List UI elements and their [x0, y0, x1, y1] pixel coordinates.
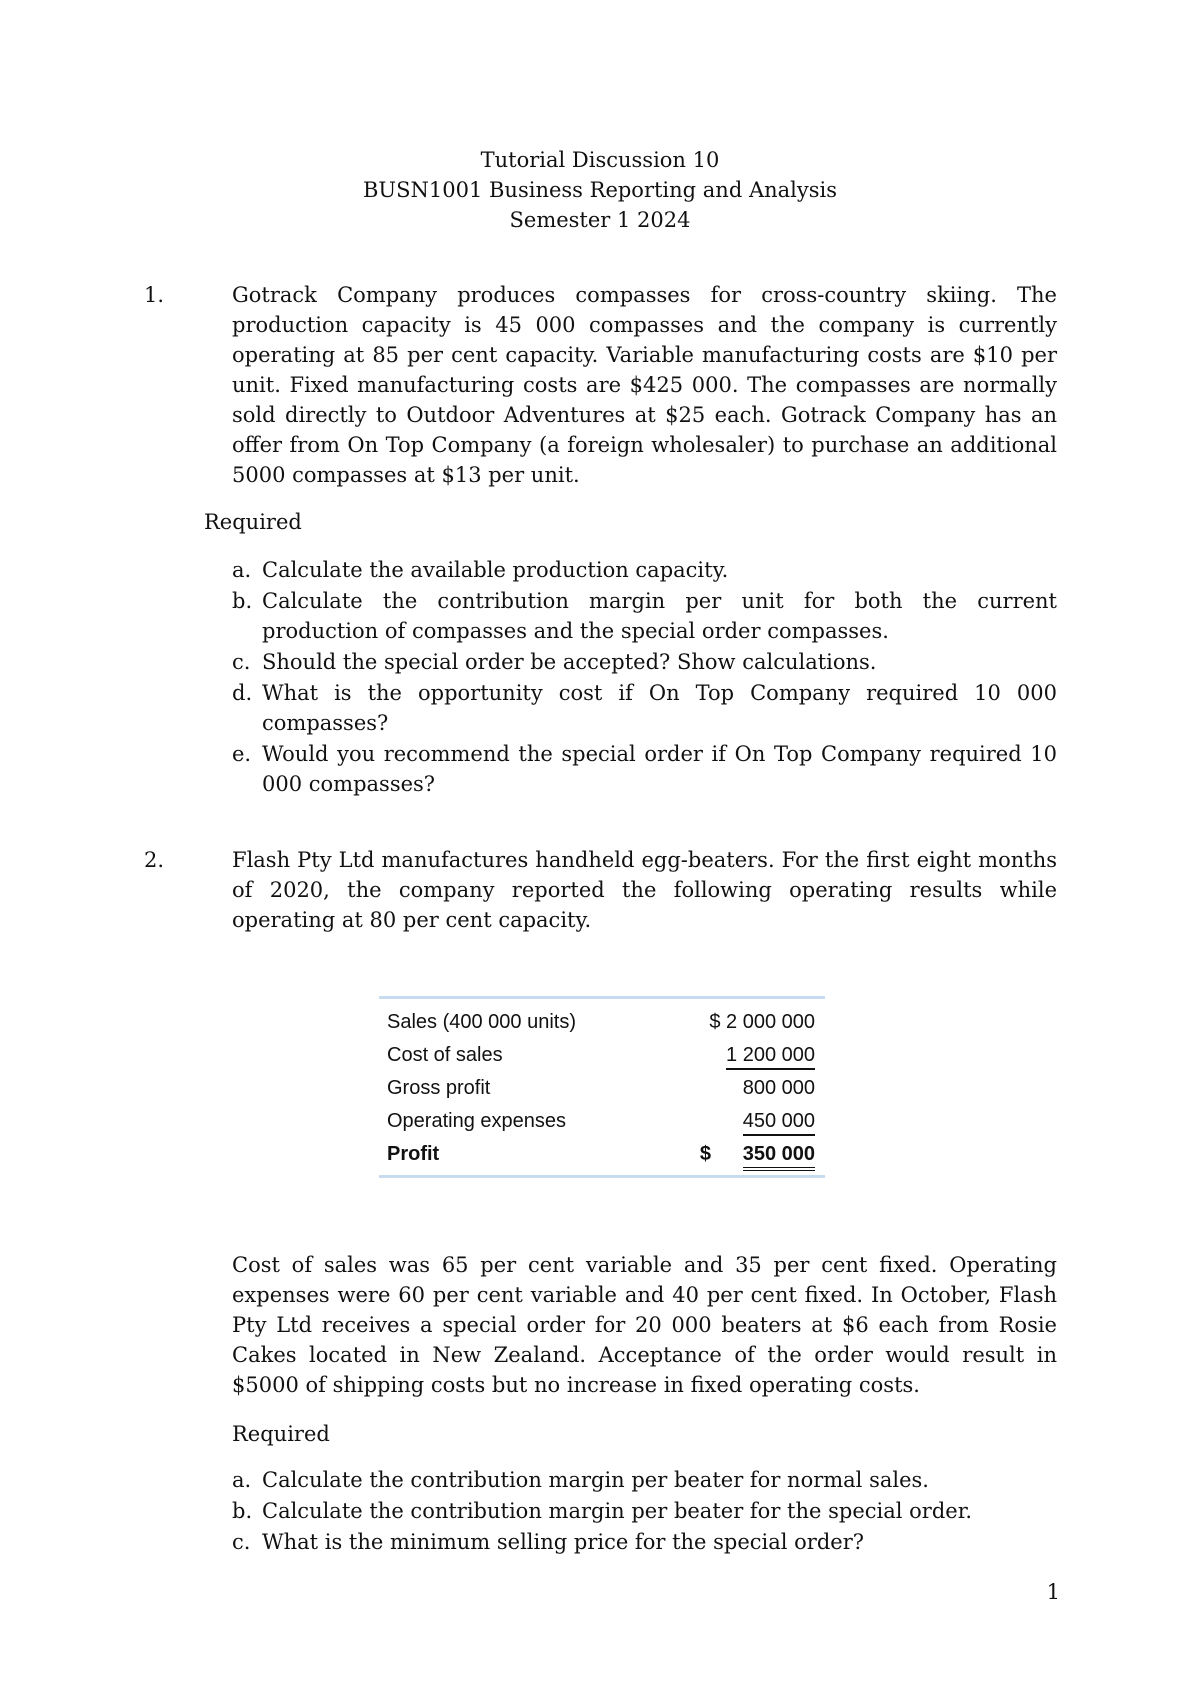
table-row-label: Sales (400 000 units) [387, 1011, 577, 1033]
table-row-label: Cost of sales [387, 1044, 503, 1066]
question-2-number: 2. [144, 848, 165, 872]
page-number: 1 [1046, 1580, 1060, 1604]
list-item [232, 1527, 1057, 1557]
header-semester: Semester 1 2024 [509, 208, 691, 232]
list-item-letter: b. [232, 589, 253, 613]
table-row-label: Gross profit [387, 1077, 491, 1099]
list-item-letter: b. [232, 1499, 253, 1523]
list-item [232, 1496, 1057, 1526]
list-item [232, 739, 1057, 799]
question-2-text-continued: Cost of sales was 65 per cent variable and 35 per cent fixed. Operating expenses were 60 per cent variable and 40 per cent fixed. In October, Flash Pty Ltd receives a special order for 20 000 beaters at $6 each from Rosie Cakes located in New Zealand. Acceptance of the order would result in $5000 of shipping costs but no increase in fixed operating costs. [232, 1253, 1057, 1397]
table-row-value: 800 000 [742, 1077, 815, 1099]
table-row-value: 1 200 000 [726, 1044, 815, 1070]
list-item-text: Calculate the contribution margin per unit for both the current production of compasses and the special order compasses. [262, 589, 1057, 643]
list-item-text: Calculate the contribution margin per beater for normal sales. [262, 1468, 929, 1492]
question-1-text: Gotrack Company produces compasses for cross-country skiing. The production capacity is 45 000 compasses and the company is currently operating at 85 per cent capacity. Variable manufacturing costs are $10 per unit. Fixed manufacturing costs are $425 000. The compasses are normally sold directly to Outdoor Adventures at $25 each. Gotrack Company has an offer from On Top Company (a foreign wholesaler) to purchase an additional 5000 compasses at $13 per unit. [232, 283, 1057, 487]
header-title: Tutorial Discussion 10 [480, 148, 720, 172]
table-row [387, 1073, 815, 1105]
list-item-letter: c. [232, 650, 251, 674]
question-1-required-label: Required [204, 510, 302, 534]
currency-symbol: $ [709, 1011, 721, 1033]
table-row [387, 1106, 815, 1138]
list-item-letter: c. [232, 1530, 251, 1554]
list-item-text: What is the minimum selling price for the special order? [262, 1530, 865, 1554]
list-item [232, 555, 1057, 585]
value-text: 2 000 000 [726, 1011, 815, 1033]
list-item-text: Calculate the available production capacity. [262, 558, 729, 582]
list-item-letter: d. [232, 681, 253, 705]
table-row-value: 450 000 [743, 1110, 815, 1136]
question-2-required-list [232, 1465, 1057, 1558]
document-header [0, 145, 1200, 235]
list-item-letter: a. [232, 558, 252, 582]
income-statement-table [379, 996, 825, 1178]
list-item-text: Should the special order be accepted? Show calculations. [262, 650, 877, 674]
list-item-text: Would you recommend the special order if On Top Company required 10 000 compasses? [262, 742, 1057, 796]
table-row-total [387, 1139, 815, 1171]
table-row-label: Profit [387, 1143, 440, 1165]
table-row [387, 1040, 815, 1072]
table-row-label: Operating expenses [387, 1110, 567, 1132]
list-item-letter: a. [232, 1468, 252, 1492]
list-item [232, 647, 1057, 677]
currency-symbol: $ [699, 1143, 711, 1165]
table-row-value [709, 1011, 815, 1034]
list-item [232, 586, 1057, 646]
list-item-text: Calculate the contribution margin per beater for the special order. [262, 1499, 973, 1523]
table-row-value: 350 000 [743, 1143, 815, 1171]
question-2-required-label: Required [232, 1422, 330, 1446]
list-item [232, 678, 1057, 738]
question-2-text: Flash Pty Ltd manufactures handheld egg-beaters. For the first eight months of 2020, the company reported the following operating results while operating at 80 per cent capacity. [232, 848, 1057, 932]
list-item-letter: e. [232, 742, 252, 766]
table-row [387, 1007, 815, 1039]
list-item-text: What is the opportunity cost if On Top Company required 10 000 compasses? [262, 681, 1057, 735]
question-1-required-list [232, 555, 1057, 800]
list-item [232, 1465, 1057, 1495]
question-1-number: 1. [144, 283, 165, 307]
header-course: BUSN1001 Business Reporting and Analysis [362, 178, 838, 202]
